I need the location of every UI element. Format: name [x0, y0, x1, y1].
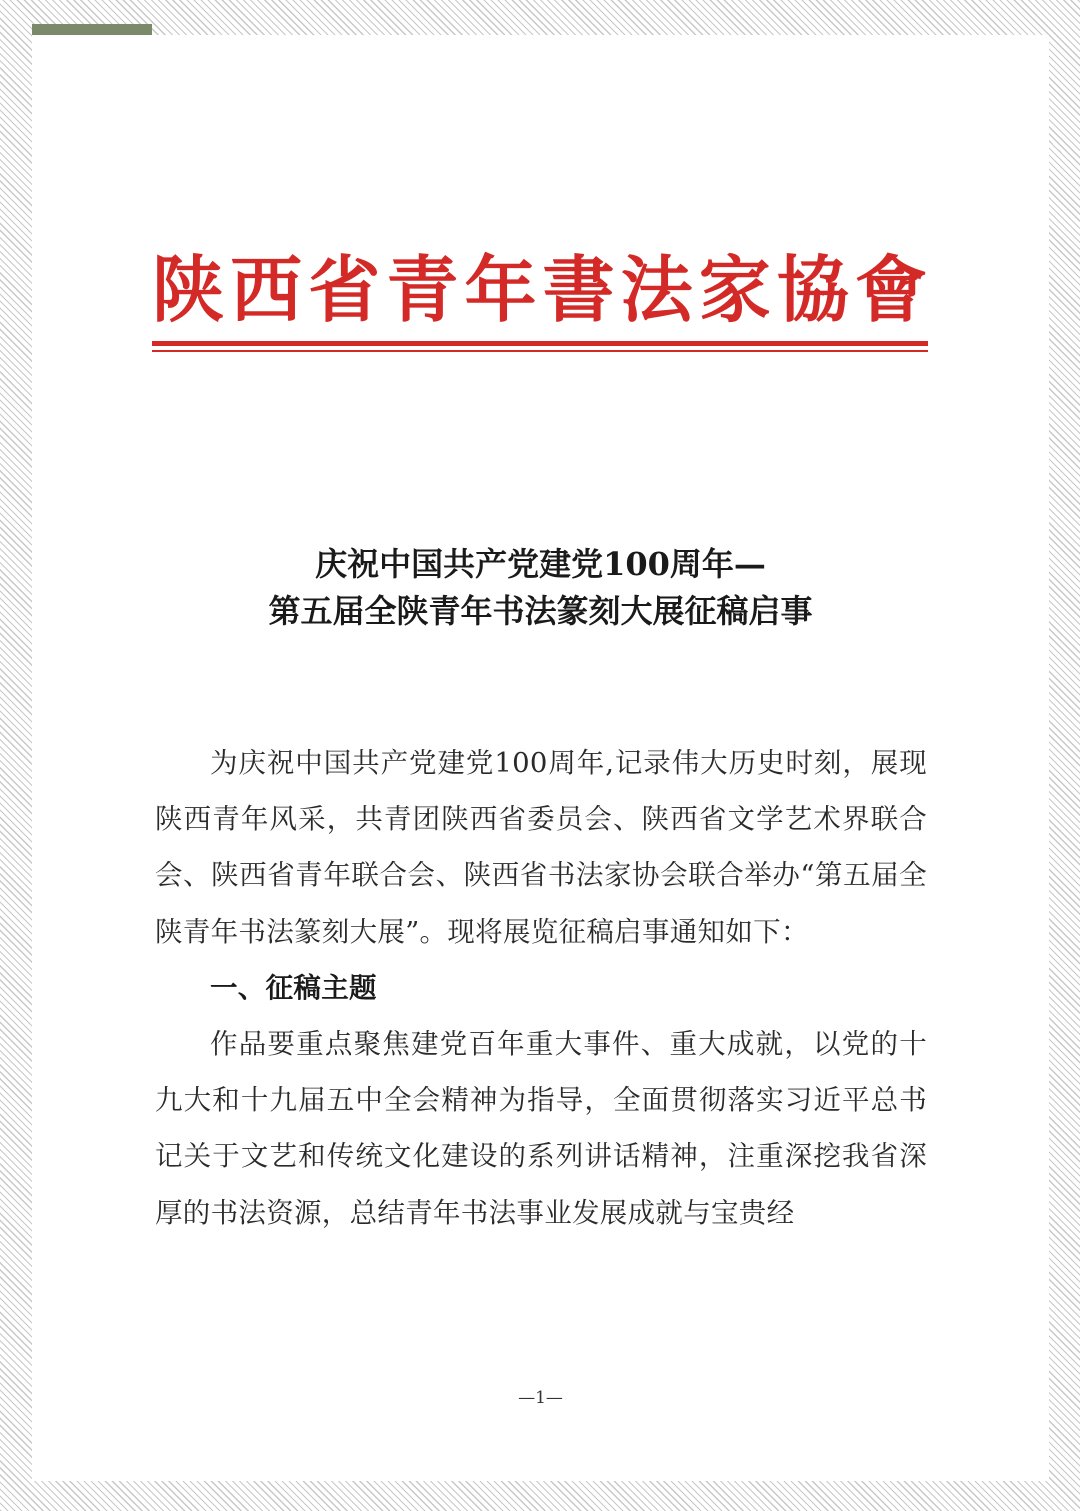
letterhead-char: 會 [854, 247, 927, 332]
letterhead [152, 240, 927, 340]
intro-paragraph: 为庆祝中国共产党建党100周年,记录伟大历史时刻，展现陕西青年风采，共青团陕西省委员会、陕西省文学艺术界联合会、陕西省青年联合会、陕西省书法家协会联合举办“第五届全陕青年书法篆刻大展”。现将展览征稿启事通知如下： [155, 747, 927, 948]
letterhead-char: 家 [698, 247, 771, 332]
letterhead-char: 書 [542, 247, 615, 332]
letterhead-char: 省 [308, 247, 381, 332]
letterhead-rule-thin [152, 350, 928, 352]
document-title-line-2: 第五届全陕青年书法篆刻大展征稿启事 [268, 592, 813, 630]
letterhead-char: 協 [776, 247, 849, 332]
document-page [32, 35, 1049, 1481]
letterhead-char: 陕 [152, 247, 225, 332]
letterhead-char: 年 [464, 247, 537, 332]
document-body [155, 735, 927, 1241]
page-number: —1— [518, 1388, 563, 1408]
letterhead-char: 西 [230, 247, 303, 332]
letterhead-char: 青 [386, 247, 459, 332]
accent-bar [32, 24, 152, 35]
section-paragraph: 作品要重点聚焦建党百年重大事件、重大成就，以党的十九大和十九届五中全会精神为指导，全面贯彻落实习近平总书记关于文艺和传统文化建设的系列讲话精神，注重深挖我省深厚的书法资源，总结青年书法事业发展成就与宝贵经 [155, 1028, 927, 1229]
letterhead-rule-thick [152, 341, 928, 346]
letterhead-char: 法 [620, 247, 693, 332]
section-heading: 一、征稿主题 [210, 971, 377, 1004]
document-title-line-1: 庆祝中国共产党建党100周年— [315, 545, 766, 583]
